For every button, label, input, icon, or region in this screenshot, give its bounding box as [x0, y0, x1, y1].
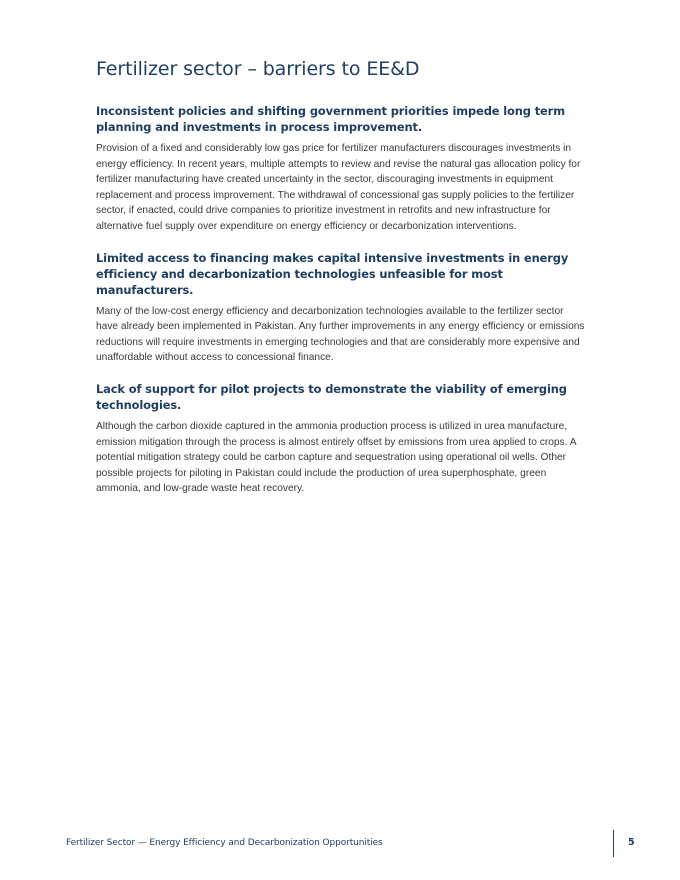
footer-divider: [613, 830, 614, 857]
section-body: Many of the low-cost energy efficiency and decarbonization technologies available to the fertilizer sector have already been implemented in Pakistan. Any further improvements in any energy efficiency or emissions reductions will require investments in emerging technologies and that are considerably more expensive and unaffordable without access to concessional finance.: [96, 305, 585, 364]
section-policies: [96, 103, 588, 235]
section-heading: Lack of support for pilot projects to demonstrate the viability of emerging technologies.: [96, 381, 567, 412]
footer-running-title: Fertilizer Sector — Energy Efficiency and Decarbonization Opportunities: [66, 838, 383, 848]
page-number: 5: [628, 837, 635, 848]
section-financing: [96, 250, 588, 366]
section-pilot-projects: [96, 381, 588, 497]
section-body: Provision of a fixed and considerably low gas price for fertilizer manufacturers discourages investments in energy efficiency. In recent years, multiple attempts to review and revise the natural gas allocation policy for fertilizer manufacturing have created uncertainty in the sector, discouraging investments in equipment replacement and process improvement. The withdrawal of concessional gas supply policies to the fertilizer sector, if enacted, could drive companies to prioritize investment in retrofits and new infrastructure for alternative fuel supply over expenditure on energy efficiency or decarbonization interventions.: [96, 143, 581, 232]
section-heading: Inconsistent policies and shifting government priorities impede long term planning and investments in process improvement.: [96, 104, 565, 134]
section-heading: Limited access to financing makes capital intensive investments in energy efficiency and decarbonization technologies unfeasible for most manufacturers.: [96, 250, 569, 297]
section-body: Although the carbon dioxide captured in the ammonia production process is utilized in urea manufacture, emission mitigation through the process is almost entirely offset by emissions from urea applied to crops. A potential mitigation strategy could be carbon capture and sequestration using operational oil wells. Other possible projects for piloting in Pakistan could include the production of urea superphosphate, green ammonia, and low-grade waste heat recovery.: [96, 420, 576, 495]
main-content: [96, 103, 588, 497]
page-title: Fertilizer sector – barriers to EE&D: [96, 58, 420, 80]
